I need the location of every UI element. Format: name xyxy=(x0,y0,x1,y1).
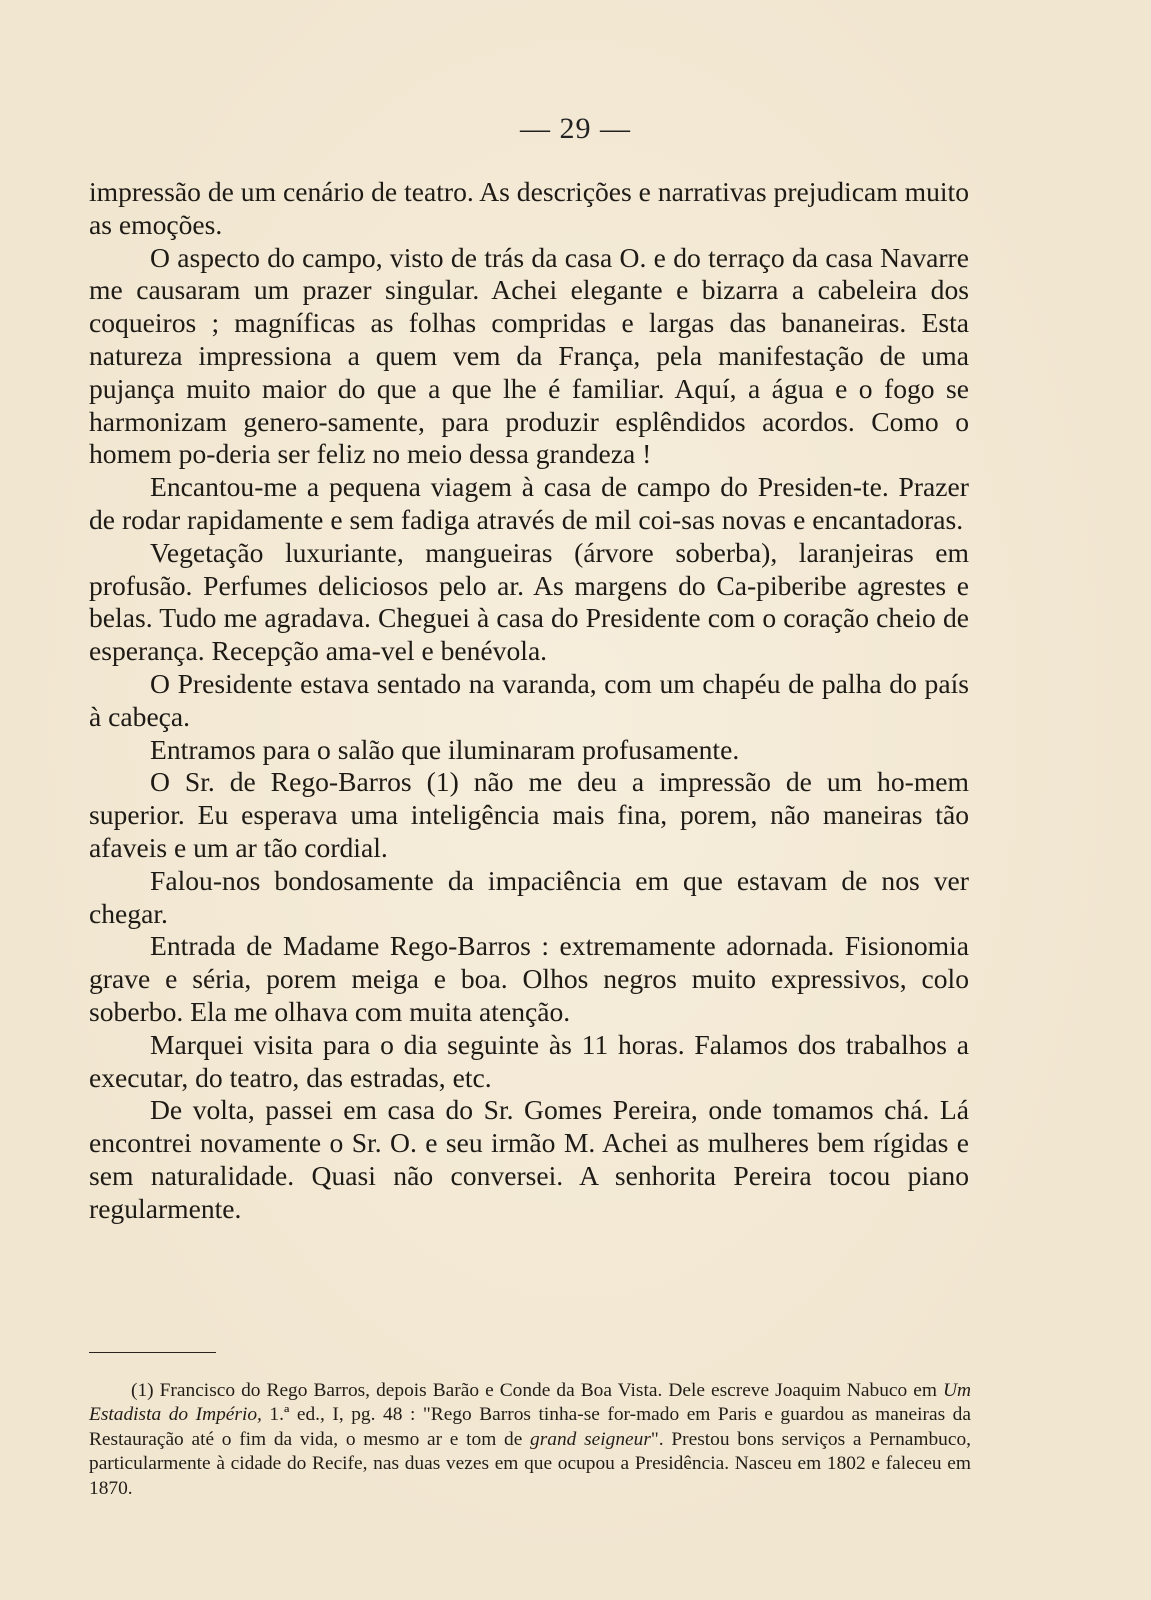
paragraph-3: Encantou-me a pequena viagem à casa de campo do Presiden-te. Prazer de rodar rapidamente e sem fadiga através de mil coi-sas novas e encantadoras. xyxy=(89,471,969,535)
paragraph-5: O Presidente estava sentado na varanda, com um chapéu de palha do país à cabeça. xyxy=(89,667,969,732)
paragraph-10: Marquei visita para o dia seguinte às 11 horas. Falamos dos trabalhos a executar, do teatro, das estradas, etc. xyxy=(89,1028,969,1093)
paragraph-4: Vegetação luxuriante, mangueiras (árvore soberba), laranjeiras em profusão. Perfumes deliciosos pelo ar. As margens do Ca-piberibe agrestes e belas. Tudo me agradava. Cheguei à casa do Presidente com o coração cheio de esperança. Recepção ama-vel e benévola. xyxy=(89,536,969,667)
footnote-text-2: 1.ª ed., I, pg. 48 : "Rego Barros tinha-se for-mado em Paris e guardou as maneiras da Restauração até o fim da vida, o mesmo ar e tom de xyxy=(89,1404,971,1450)
paragraph-11: De volta, passei em casa do Sr. Gomes Pereira, onde tomamos chá. Lá encontrei novamente o Sr. O. e seu irmão M. Achei as mulheres bem rígidas e sem naturalidade. Quasi não conversei. A senhorita Pereira tocou piano regularmente. xyxy=(89,1094,969,1224)
paragraph-6: Entramos para o salão que iluminaram profusamente. xyxy=(150,733,740,765)
paragraph-2: O aspecto do campo, visto de trás da casa O. e do terraço da casa Navarre me causaram um prazer singular. Achei elegante e bizarra a cabeleira dos coqueiros ; magníficas as folhas compridas e largas das bananeiras. Esta natureza impressiona a quem vem da França, pela manifestação de uma pujança muito maior do que a que lhe é familiar. Aquí, a água e o fogo se harmonizam genero-samente, para produzir esplêndidos acordos. Como o homem po-deria ser feliz no meio dessa grandeza ! xyxy=(89,241,969,470)
paragraph-1: impressão de um cenário de teatro. As descrições e narrativas prejudicam muito as emoções. xyxy=(89,176,969,240)
footnote xyxy=(89,1379,971,1501)
footnote-text-3: ". Prestou bons serviços a Pernambuco, particularmente à cidade do Recife, nas duas vezes em que ocupou a Presidência. Nasceu em 1802 e faleceu em 1870. xyxy=(89,1428,971,1499)
page-number: — 29 — xyxy=(520,112,631,145)
paragraph-9: Entrada de Madame Rego-Barros : extremamente adornada. Fisionomia grave e séria, porem meiga e boa. Olhos negros muito expressivos, colo soberbo. Ela me olhava com muita atenção. xyxy=(89,930,969,1027)
footnote-book-title: Um Estadista do Império, xyxy=(89,1380,971,1426)
footnote-text-1: (1) Francisco do Rego Barros, depois Barão e Conde da Boa Vista. Dele escreve Joaquim Nabuco em xyxy=(131,1380,943,1401)
paragraph-8: Falou-nos bondosamente da impaciência em que estavam de nos ver chegar. xyxy=(89,864,969,929)
footnote-divider xyxy=(89,1352,216,1353)
body-text xyxy=(89,176,969,1226)
footnote-italic-phrase: grand seigneur xyxy=(530,1428,651,1450)
paragraph-7: O Sr. de Rego-Barros (1) não me deu a impressão de um ho-mem superior. Eu esperava uma inteligência mais fina, porem, não maneiras tão afaveis e um ar tão cordial. xyxy=(89,766,969,863)
